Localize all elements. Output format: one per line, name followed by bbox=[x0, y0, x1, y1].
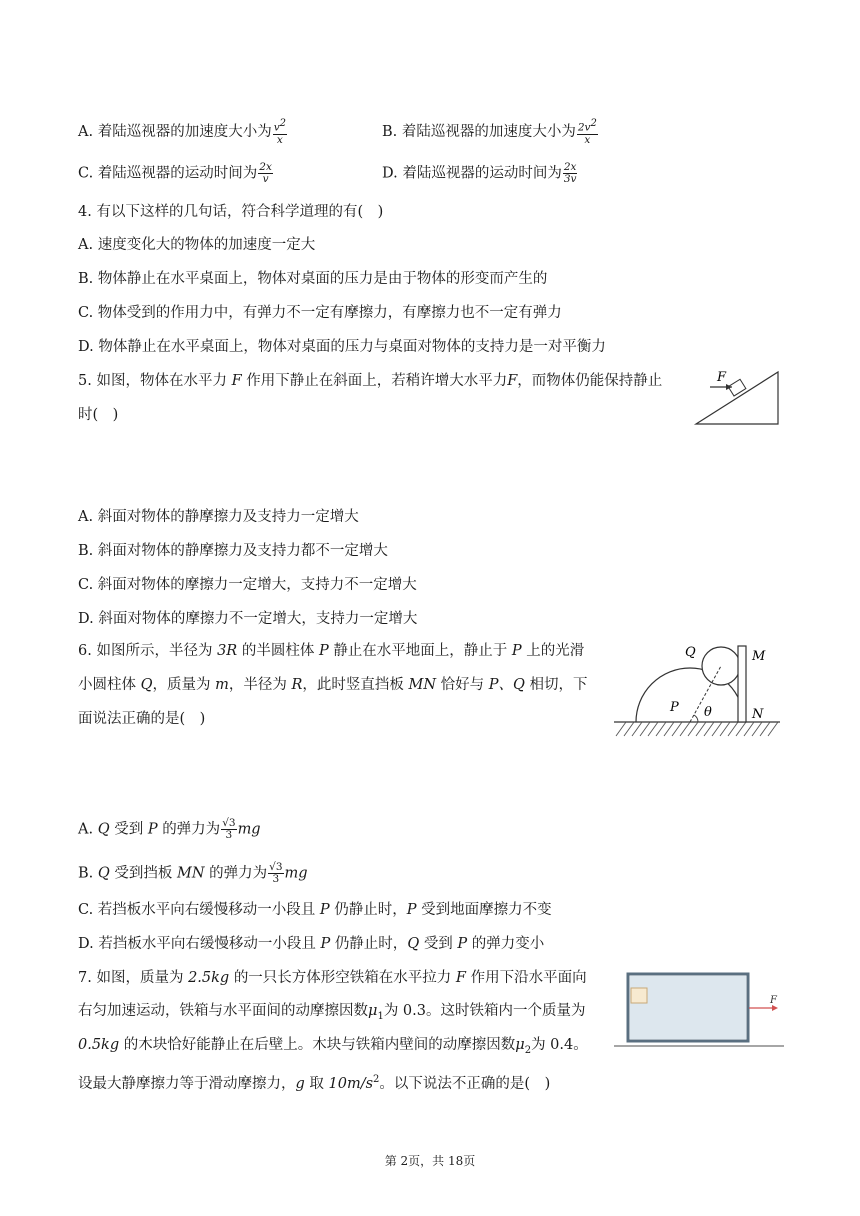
fraction: $\frac{v^2}{x}$ bbox=[273, 118, 287, 146]
baffle-mn bbox=[738, 646, 746, 722]
pull-force-label: F bbox=[770, 995, 777, 1006]
q5-option-c: C. 斜面对物体的摩擦力一定增大，支持力不一定增大 bbox=[78, 577, 417, 593]
q3-option-a: A. 着陆巡视器的加速度大小为 $\frac{v^2}{x}$ bbox=[78, 118, 287, 146]
q5-option-a: A. 斜面对物体的静摩擦力及支持力一定增大 bbox=[78, 509, 359, 525]
label-n: N bbox=[752, 707, 764, 722]
q6-stem-line1: 6. 如图所示，半径为 3R 的半圆柱体 P 静止在水平地面上，静止于 P 上的光滑 bbox=[78, 643, 585, 659]
q6-option-a: A. Q 受到 P 的弹力为 $\frac{√3}{3}$ mg bbox=[78, 817, 261, 841]
q5-option-b: B. 斜面对物体的静摩擦力及支持力都不一定增大 bbox=[78, 543, 388, 559]
q4-option-a: A. 速度变化大的物体的加速度一定大 bbox=[78, 237, 316, 253]
q3-option-d: D. 着陆巡视器的运动时间为 $\frac{2x}{3v}$ bbox=[382, 161, 577, 185]
fraction: $\frac{√3}{3}$ bbox=[222, 817, 236, 841]
ground-hatching bbox=[616, 722, 778, 736]
q4-option-c: C. 物体受到的作用力中，有弹力不一定有摩擦力，有摩擦力也不一定有弹力 bbox=[78, 305, 562, 321]
q7-stem-line4: 设最大静摩擦力等于滑动摩擦力，g 取 $10m/s^2$。以下说法不正确的是( ) bbox=[78, 1074, 551, 1092]
fraction: $\frac{2v^2}{x}$ bbox=[577, 118, 597, 146]
q4-option-b: B. 物体静止在水平桌面上，物体对桌面的压力是由于物体的形变而产生的 bbox=[78, 271, 548, 287]
label-p: P bbox=[670, 700, 679, 715]
q5-stem: 5. 如图，物体在水平力 F 作用下静止在斜面上，若稍许增大水平力F，而物体仍能保持静止 bbox=[78, 373, 663, 389]
q5-option-d: D. 斜面对物体的摩擦力不一定增大，支持力一定增大 bbox=[78, 611, 418, 627]
q6-stem-line3: 面说法正确的是( ) bbox=[78, 711, 206, 727]
q6-option-c: C. 若挡板水平向右缓慢移动一小段且 P 仍静止时，P 受到地面摩擦力不变 bbox=[78, 902, 552, 918]
fraction: $\frac{√3}{3}$ bbox=[269, 861, 283, 885]
q6-option-d: D. 若挡板水平向右缓慢移动一小段且 P 仍静止时，Q 受到 P 的弹力变小 bbox=[78, 936, 545, 952]
q7-stem-line1: 7. 如图，质量为 2.5kg 的一只长方体形空铁箱在水平拉力 F 作用下沿水平面向 bbox=[78, 970, 587, 986]
label-q: Q bbox=[685, 645, 696, 660]
iron-box-figure bbox=[612, 966, 787, 1056]
incline-triangle bbox=[696, 372, 778, 424]
iron-box-inner bbox=[630, 976, 746, 1039]
fraction: $\frac{2x}{v}$ bbox=[259, 161, 272, 185]
label-m: M bbox=[752, 649, 766, 664]
page-footer: 第 2页，共 18页 bbox=[384, 1154, 476, 1168]
q3-option-b: B. 着陆巡视器的加速度大小为 $\frac{2v^2}{x}$ bbox=[382, 118, 597, 146]
wooden-block bbox=[631, 988, 647, 1003]
semicylinder-figure bbox=[612, 636, 782, 744]
q4-stem: 4. 有以下这样的几句话，符合科学道理的有( ) bbox=[78, 204, 384, 220]
q5-stem-line2: 时( ) bbox=[78, 407, 119, 423]
q7-stem-line3: 0.5kg 的木块恰好能静止在后壁上。木块与铁箱内壁间的动摩擦因数$\mu_2$为 0.4。 bbox=[78, 1037, 588, 1056]
fraction: $\frac{2x}{3v}$ bbox=[563, 161, 577, 185]
q3-option-c: C. 着陆巡视器的运动时间为 $\frac{2x}{v}$ bbox=[78, 161, 272, 185]
angle-arc bbox=[694, 715, 698, 722]
q7-stem-line2: 右匀加速运动，铁箱与水平面间的动摩擦因数$\mu_1$为 0.3。这时铁箱内一个质量为 bbox=[78, 1003, 586, 1022]
force-label: F bbox=[717, 370, 727, 385]
q4-option-d: D. 物体静止在水平桌面上，物体对桌面的压力与桌面对物体的支持力是一对平衡力 bbox=[78, 339, 606, 355]
label-theta: θ bbox=[704, 705, 712, 720]
incline-figure bbox=[690, 366, 785, 430]
q6-option-b: B. Q 受到挡板 MN 的弹力为 $\frac{√3}{3}$ mg bbox=[78, 861, 308, 885]
q6-stem-line2: 小圆柱体 Q，质量为 m，半径为 R，此时竖直挡板 MN 恰好与 P、Q 相切，下 bbox=[78, 677, 588, 693]
